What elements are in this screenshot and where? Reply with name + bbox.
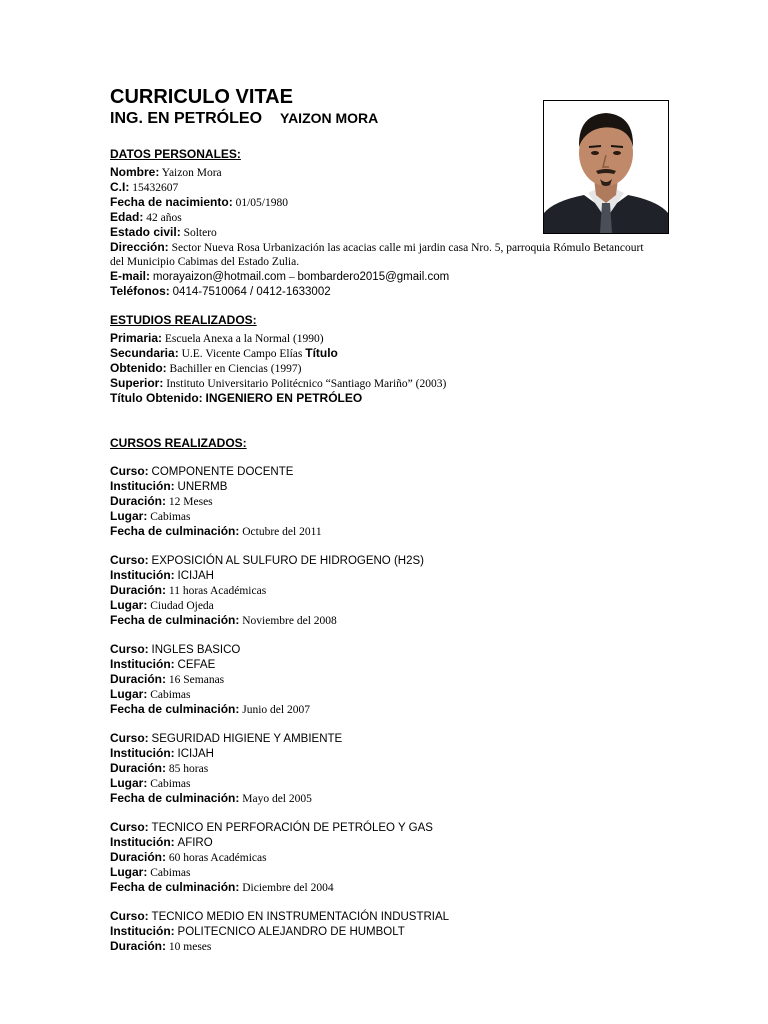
course-item bbox=[110, 464, 730, 539]
field-ci: C.I: 15432607 bbox=[110, 180, 179, 194]
course-item bbox=[110, 553, 730, 628]
courses-list bbox=[110, 464, 730, 954]
course-institucion: Institución: UNERMB bbox=[110, 479, 228, 493]
field-secundaria: Secundaria: U.E. Vicente Campo Elías Título bbox=[110, 346, 338, 360]
profession: ING. EN PETRÓLEO bbox=[110, 110, 263, 127]
field-edad: Edad: 42 años bbox=[110, 210, 182, 224]
course-duracion: Duración: 60 horas Académicas bbox=[110, 850, 267, 864]
field-email: E-mail: morayaizon@hotmail.com – bombardero2015@gmail.com bbox=[110, 269, 450, 283]
course-institucion: Institución: ICIJAH bbox=[110, 568, 214, 582]
course-institucion: Institución: ICIJAH bbox=[110, 746, 214, 760]
field-nacimiento: Fecha de nacimiento: 01/05/1980 bbox=[110, 195, 288, 209]
course-fecha: Fecha de culminación: Octubre del 2011 bbox=[110, 524, 322, 538]
section-personal-heading: DATOS PERSONALES: bbox=[110, 147, 241, 161]
course-item bbox=[110, 731, 730, 806]
email-link-1[interactable]: morayaizon@hotmail.com bbox=[152, 271, 286, 283]
course-fecha: Fecha de culminación: Junio del 2007 bbox=[110, 702, 310, 716]
course-curso: Curso: SEGURIDAD HIGIENE Y AMBIENTE bbox=[110, 731, 343, 745]
course-duracion: Duración: 16 Semanas bbox=[110, 672, 225, 686]
course-duracion: Duración: 11 horas Académicas bbox=[110, 583, 267, 597]
course-curso: Curso: TECNICO MEDIO EN INSTRUMENTACIÓN INDUSTRIAL bbox=[110, 909, 450, 923]
field-superior: Superior: Instituto Universitario Politécnico “Santiago Mariño” (2003) bbox=[110, 376, 447, 390]
field-primaria: Primaria: Escuela Anexa a la Normal (1990) bbox=[110, 331, 324, 345]
course-item bbox=[110, 909, 730, 954]
section-courses-heading: CURSOS REALIZADOS: bbox=[110, 436, 247, 450]
section-studies-heading: ESTUDIOS REALIZADOS: bbox=[110, 313, 257, 327]
course-item bbox=[110, 820, 730, 895]
course-curso: Curso: TECNICO EN PERFORACIÓN DE PETRÓLEO Y GAS bbox=[110, 820, 433, 834]
course-fecha: Fecha de culminación: Noviembre del 2008 bbox=[110, 613, 337, 627]
profession-header bbox=[110, 108, 730, 129]
email-link-2[interactable]: bombardero2015@gmail.com bbox=[297, 271, 450, 283]
cv-page bbox=[110, 86, 730, 954]
course-duracion: Duración: 10 meses bbox=[110, 939, 212, 953]
field-titulo: Título Obtenido: INGENIERO EN PETRÓLEO bbox=[110, 391, 363, 405]
course-item bbox=[110, 642, 730, 717]
field-obtenido: Obtenido: Bachiller en Ciencias (1997) bbox=[110, 361, 302, 375]
course-institucion: Institución: POLITECNICO ALEJANDRO DE HUMBOLT bbox=[110, 924, 405, 938]
course-curso: Curso: COMPONENTE DOCENTE bbox=[110, 464, 294, 478]
field-estado-civil: Estado civil: Soltero bbox=[110, 225, 217, 239]
field-telefonos: Teléfonos: 0414-7510064 / 0412-1633002 bbox=[110, 284, 331, 298]
field-direccion: Dirección: Sector Nueva Rosa Urbanización las acacias calle mi jardin casa Nro. 5, parroquia Rómulo Betancourt del Municipio Cabimas del Estado Zulia. bbox=[110, 240, 644, 268]
course-curso: Curso: INGLES BASICO bbox=[110, 642, 241, 656]
course-lugar: Lugar: Cabimas bbox=[110, 509, 191, 523]
document-title: CURRICULO VITAE bbox=[110, 86, 293, 108]
course-institucion: Institución: CEFAE bbox=[110, 657, 216, 671]
course-lugar: Lugar: Cabimas bbox=[110, 865, 191, 879]
course-lugar: Lugar: Ciudad Ojeda bbox=[110, 598, 214, 612]
course-fecha: Fecha de culminación: Diciembre del 2004 bbox=[110, 880, 334, 894]
course-duracion: Duración: 12 Meses bbox=[110, 494, 213, 508]
field-nombre: Nombre: Yaizon Mora bbox=[110, 165, 222, 179]
course-duracion: Duración: 85 horas bbox=[110, 761, 209, 775]
course-lugar: Lugar: Cabimas bbox=[110, 776, 191, 790]
header-name: YAIZON MORA bbox=[280, 110, 379, 126]
course-institucion: Institución: AFIRO bbox=[110, 835, 213, 849]
course-fecha: Fecha de culminación: Mayo del 2005 bbox=[110, 791, 312, 805]
course-curso: Curso: EXPOSICIÓN AL SULFURO DE HIDROGENO (H2S) bbox=[110, 553, 424, 567]
course-lugar: Lugar: Cabimas bbox=[110, 687, 191, 701]
